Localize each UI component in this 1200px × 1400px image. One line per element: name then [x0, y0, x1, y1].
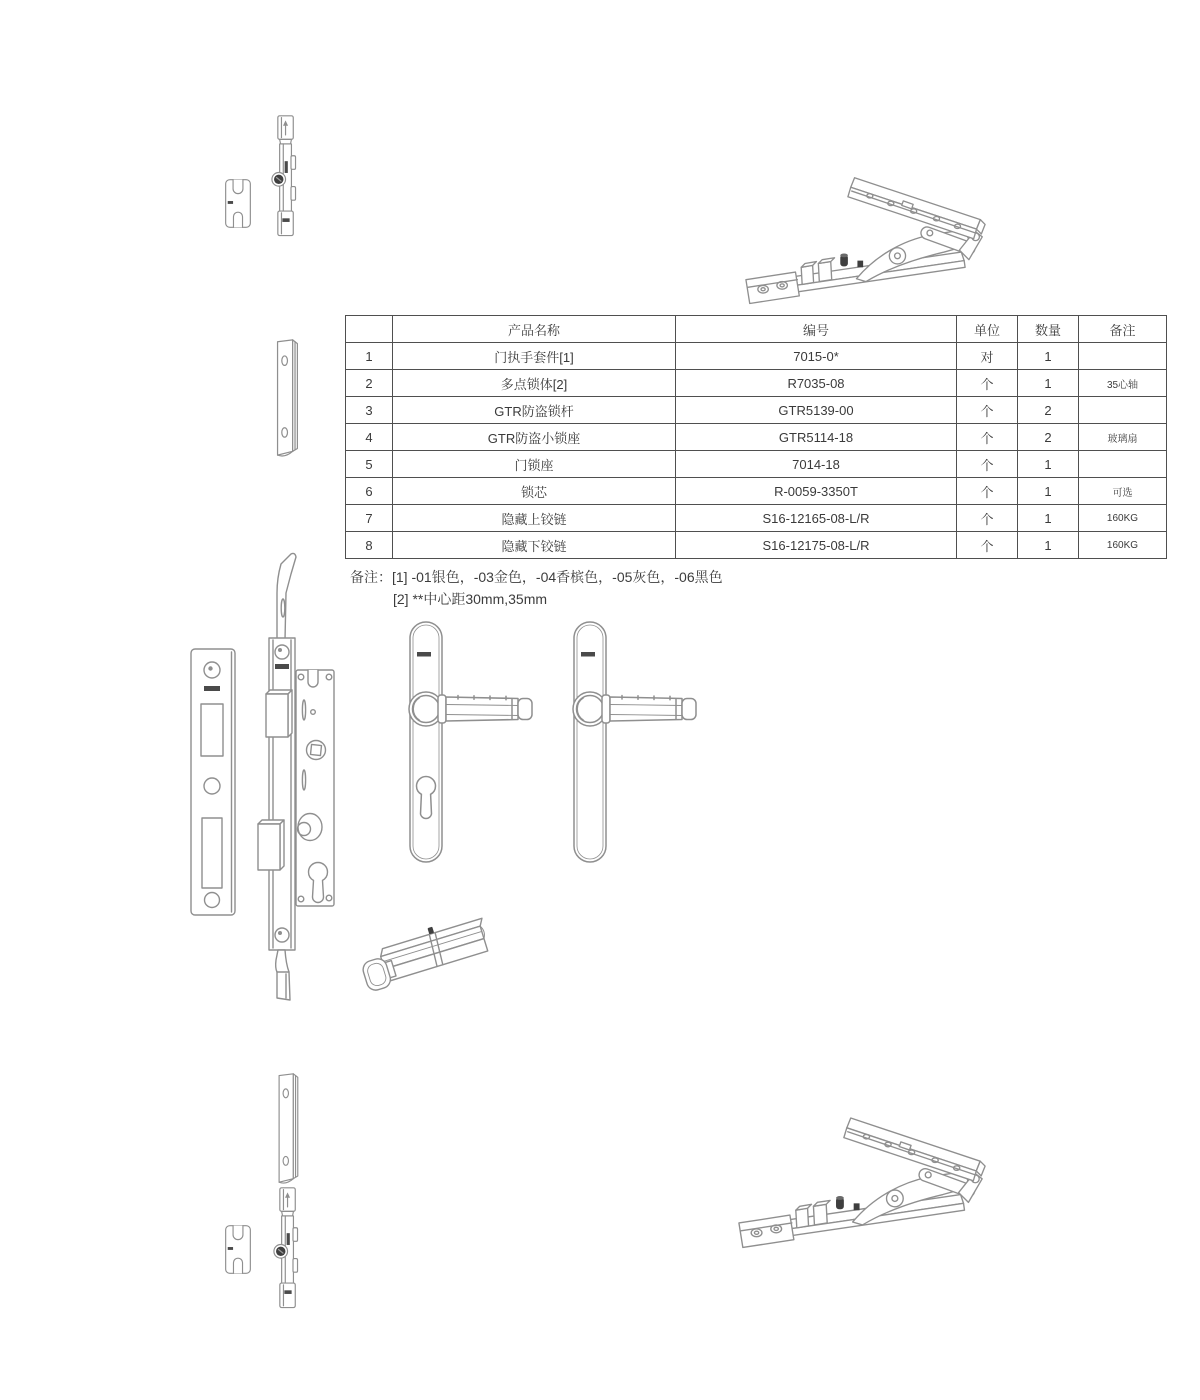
cell-name: GTR防盗小锁座	[393, 424, 676, 451]
header-index	[346, 316, 393, 343]
drawing-small-plate-top	[270, 338, 304, 457]
cell-remark: 玻璃扇	[1079, 424, 1167, 451]
cell-unit: 个	[957, 424, 1018, 451]
cell-name: 多点锁体[2]	[393, 370, 676, 397]
cell-qty: 1	[1018, 451, 1079, 478]
cell-code: GTR5139-00	[676, 397, 957, 424]
cell-unit: 个	[957, 451, 1018, 478]
cell-code: R7035-08	[676, 370, 957, 397]
note-2-text: [2] **中心距30mm,35mm	[393, 591, 548, 607]
cell-unit: 个	[957, 532, 1018, 559]
cell-unit: 个	[957, 370, 1018, 397]
table-row	[346, 397, 1167, 424]
cell-remark: 35心轴	[1079, 370, 1167, 397]
note-line-1	[350, 566, 723, 588]
cell-code: R-0059-3350T	[676, 478, 957, 505]
drawing-lock-cylinder	[362, 905, 502, 1017]
cell-remark: 可选	[1079, 478, 1167, 505]
table-row	[346, 451, 1167, 478]
cell-name: GTR防盗锁杆	[393, 397, 676, 424]
cell-qty: 1	[1018, 343, 1079, 370]
cell-qty: 1	[1018, 532, 1079, 559]
drawing-keeper-clip-top	[224, 178, 252, 229]
cell-name: 门锁座	[393, 451, 676, 478]
drawing-small-plate-bottom	[272, 1072, 304, 1184]
cell-code: S16-12165-08-L/R	[676, 505, 957, 532]
header-qty: 数量	[1018, 316, 1079, 343]
drawing-door-handle-left	[398, 616, 543, 868]
note-line-2	[393, 588, 723, 610]
drawing-concealed-hinge-top	[742, 172, 990, 334]
drawing-keeper-clip-bottom	[224, 1224, 252, 1275]
cell-code: 7014-18	[676, 451, 957, 478]
notes-label: 备注：	[350, 569, 392, 585]
note-1-text: [1] -01银色，-03金色，-04香槟色，-05灰色，-06黑色	[392, 569, 723, 585]
cell-unit: 个	[957, 478, 1018, 505]
table-row	[346, 424, 1167, 451]
cell-qty: 2	[1018, 397, 1079, 424]
drawing-door-handle-right	[562, 616, 707, 868]
drawing-espagnolette-bar-bottom	[268, 1186, 308, 1313]
cell-index: 5	[346, 451, 393, 478]
cell-index: 3	[346, 397, 393, 424]
cell-unit: 个	[957, 505, 1018, 532]
cell-remark: 160KG	[1079, 505, 1167, 532]
cell-index: 8	[346, 532, 393, 559]
cell-remark	[1079, 451, 1167, 478]
table-header-row	[346, 316, 1167, 343]
drawing-concealed-hinge-bottom	[735, 1112, 990, 1279]
table-row	[346, 532, 1167, 559]
drawing-multipoint-lock-body	[250, 548, 354, 1008]
cell-name: 隐藏下铰链	[393, 532, 676, 559]
drawing-espagnolette-bar-top	[266, 114, 306, 241]
header-unit: 单位	[957, 316, 1018, 343]
cell-qty: 2	[1018, 424, 1079, 451]
cell-qty: 1	[1018, 478, 1079, 505]
cell-name: 门执手套件[1]	[393, 343, 676, 370]
cell-remark	[1079, 397, 1167, 424]
cell-code: S16-12175-08-L/R	[676, 532, 957, 559]
table-row	[346, 478, 1167, 505]
parts-table	[345, 315, 1167, 559]
header-remark: 备注	[1079, 316, 1167, 343]
cell-index: 7	[346, 505, 393, 532]
cell-index: 1	[346, 343, 393, 370]
table-row	[346, 370, 1167, 397]
cell-code: 7015-0*	[676, 343, 957, 370]
header-code: 编号	[676, 316, 957, 343]
cell-name: 锁芯	[393, 478, 676, 505]
table-row	[346, 505, 1167, 532]
cell-unit: 个	[957, 397, 1018, 424]
cell-qty: 1	[1018, 370, 1079, 397]
cell-index: 4	[346, 424, 393, 451]
cell-remark	[1079, 343, 1167, 370]
cell-unit: 对	[957, 343, 1018, 370]
table-row	[346, 343, 1167, 370]
cell-qty: 1	[1018, 505, 1079, 532]
drawing-door-strike-plate	[188, 646, 240, 918]
cell-code: GTR5114-18	[676, 424, 957, 451]
cell-remark: 160KG	[1079, 532, 1167, 559]
cell-index: 2	[346, 370, 393, 397]
notes-block	[350, 566, 723, 610]
cell-name: 隐藏上铰链	[393, 505, 676, 532]
cell-index: 6	[346, 478, 393, 505]
header-product-name: 产品名称	[393, 316, 676, 343]
